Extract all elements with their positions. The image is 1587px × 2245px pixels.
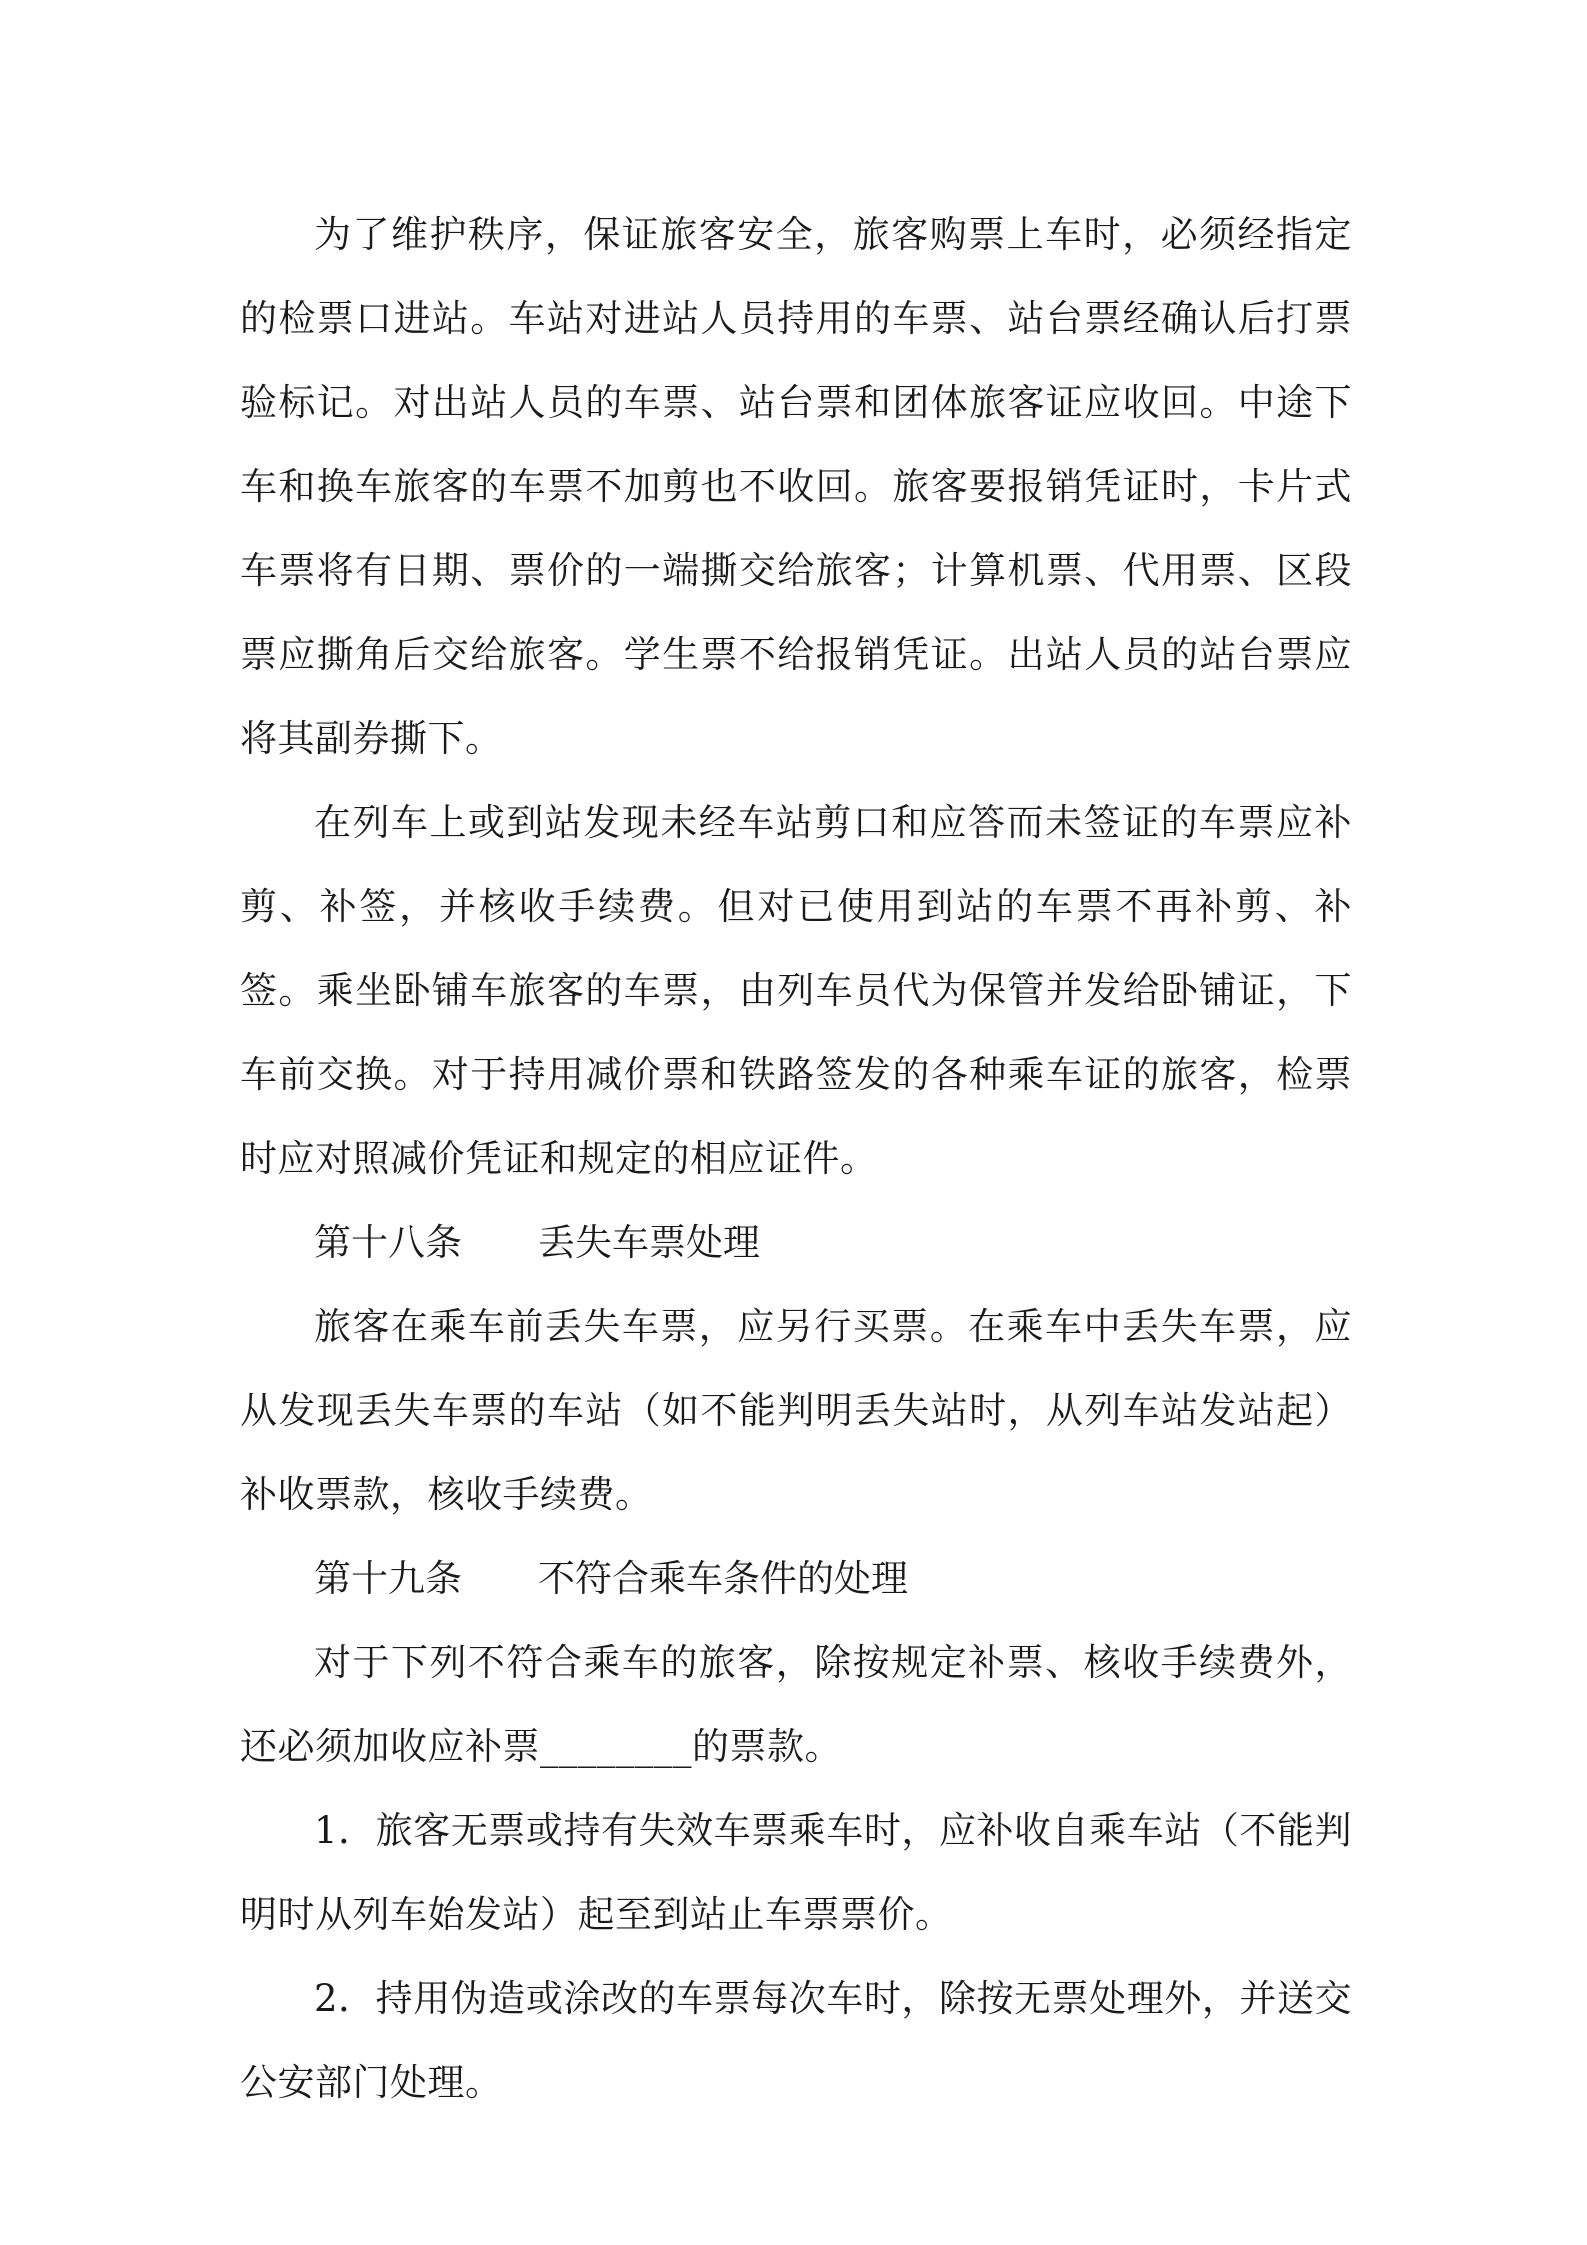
- list-item-2: 2．持用伪造或涂改的车票每次车时，除按无票处理外，并送交公安部门处理。: [240, 1977, 1352, 2104]
- article-18-number: 第十八条: [314, 1221, 462, 1264]
- list-item-1: 1．旅客无票或持有失效车票乘车时，应补收自乘车站（不能判明时从列车始发站）起至到站止车票票价。: [240, 1809, 1352, 1936]
- paragraph-ticket-check: 为了维护秩序，保证旅客安全，旅客购票上车时，必须经指定的检票口进站。车站对进站人员持用的车票、站台票经确认后打票验标记。对出站人员的车票、站台票和团体旅客证应收回。中途下车和换车旅客的车票不加剪也不收回。旅客要报销凭证时，卡片式车票将有日期、票价的一端撕交给旅客；计算机票、代用票、区段票应撕角后交给旅客。学生票不给报销凭证。出站人员的站台票应将其副券撕下。: [240, 213, 1352, 760]
- document-body: [240, 193, 1352, 2125]
- article-19-title: 不符合乘车条件的处理: [538, 1557, 908, 1600]
- article-19-number: 第十九条: [314, 1557, 462, 1600]
- paragraph-extra-charge: 对于下列不符合乘车的旅客，除按规定补票、核收手续费外，还必须加收应补票________的票款。: [240, 1641, 1352, 1768]
- paragraph-supplement-punch: 在列车上或到站发现未经车站剪口和应答而未签证的车票应补剪、补签，并核收手续费。但对已使用到站的车票不再补剪、补签。乘坐卧铺车旅客的车票，由列车员代为保管并发给卧铺证，下车前交换。对于持用减价票和铁路签发的各种乘车证的旅客，检票时应对照减价凭证和规定的相应证件。: [240, 801, 1352, 1180]
- article-18-title: 丢失车票处理: [538, 1221, 760, 1264]
- article-18-heading: [240, 1201, 1352, 1285]
- paragraph-lost-ticket: 旅客在乘车前丢失车票，应另行买票。在乘车中丢失车票，应从发现丢失车票的车站（如不能判明丢失站时，从列车站发站起）补收票款，核收手续费。: [240, 1305, 1352, 1516]
- article-19-heading: [240, 1537, 1352, 1621]
